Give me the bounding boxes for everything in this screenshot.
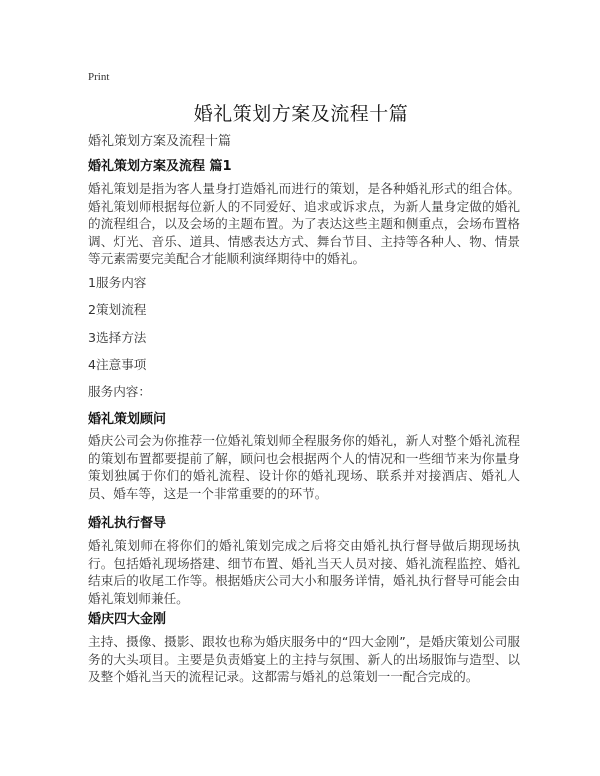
intro-paragraph: 婚礼策划是指为客人量身打造婚礼而进行的策划，是各种婚礼形式的组合体。婚礼策划师根据每位新人的不同爱好、追求或诉求点，为新人量身定做的婚礼的流程组合，以及会场的主题布置。为了表达这些主题和侧重点，会场布置格调、灯光、音乐、道具、情感表达方式、舞台节目、主持等各种人、物、情景等元素需要完美配合才能顺利演绎期待中的婚礼。 [88,181,520,266]
subsection-heading-consultant: 婚礼策划顾问 [88,412,167,427]
subsection-body-four-vajras: 主持、摄像、摄影、跟妆也称为婚庆服务中的“四大金刚”，是婚庆策划公司服务的大头项目。主要是负责婚宴上的主持与氛围、新人的出场服饰与造型、以及整个婚礼当天的流程记录。这都需与婚礼的总策划一一配合完成的。 [88,634,520,684]
section-heading-1: 婚礼策划方案及流程 篇1 [88,159,232,174]
print-label[interactable]: Print [88,71,110,83]
toc-item-3: 3选择方法 [88,330,147,345]
toc-item-1: 1服务内容 [88,275,147,290]
toc-item-4: 4注意事项 [88,357,147,372]
toc-item-2: 2策划流程 [88,302,147,317]
subsection-heading-four-vajras: 婚庆四大金刚 [88,612,167,627]
subsection-heading-supervisor: 婚礼执行督导 [88,516,167,531]
document-title: 婚礼策划方案及流程十篇 [193,103,409,125]
document-subtitle: 婚礼策划方案及流程十篇 [88,134,232,149]
subsection-body-supervisor: 婚礼策划师在将你们的婚礼策划完成之后将交由婚礼执行督导做后期现场执行。包括婚礼现场搭建、细节布置、婚礼当天人员对接、婚礼流程监控、婚礼结束后的收尾工作等。根据婚庆公司大小和服务详情，婚礼执行督导可能会由婚礼策划师兼任。 [88,538,520,606]
subsection-body-consultant: 婚庆公司会为你推荐一位婚礼策划师全程服务你的婚礼，新人对整个婚礼流程的策划布置都要提前了解，顾问也会根据两个人的情况和一些细节来为你量身策划独属于你们的婚礼流程、设计你的婚礼现场、联系并对接酒店、婚礼人员、婚车等，这是一个非常重要的的环节。 [88,433,520,501]
services-label: 服务内容： [88,384,151,399]
